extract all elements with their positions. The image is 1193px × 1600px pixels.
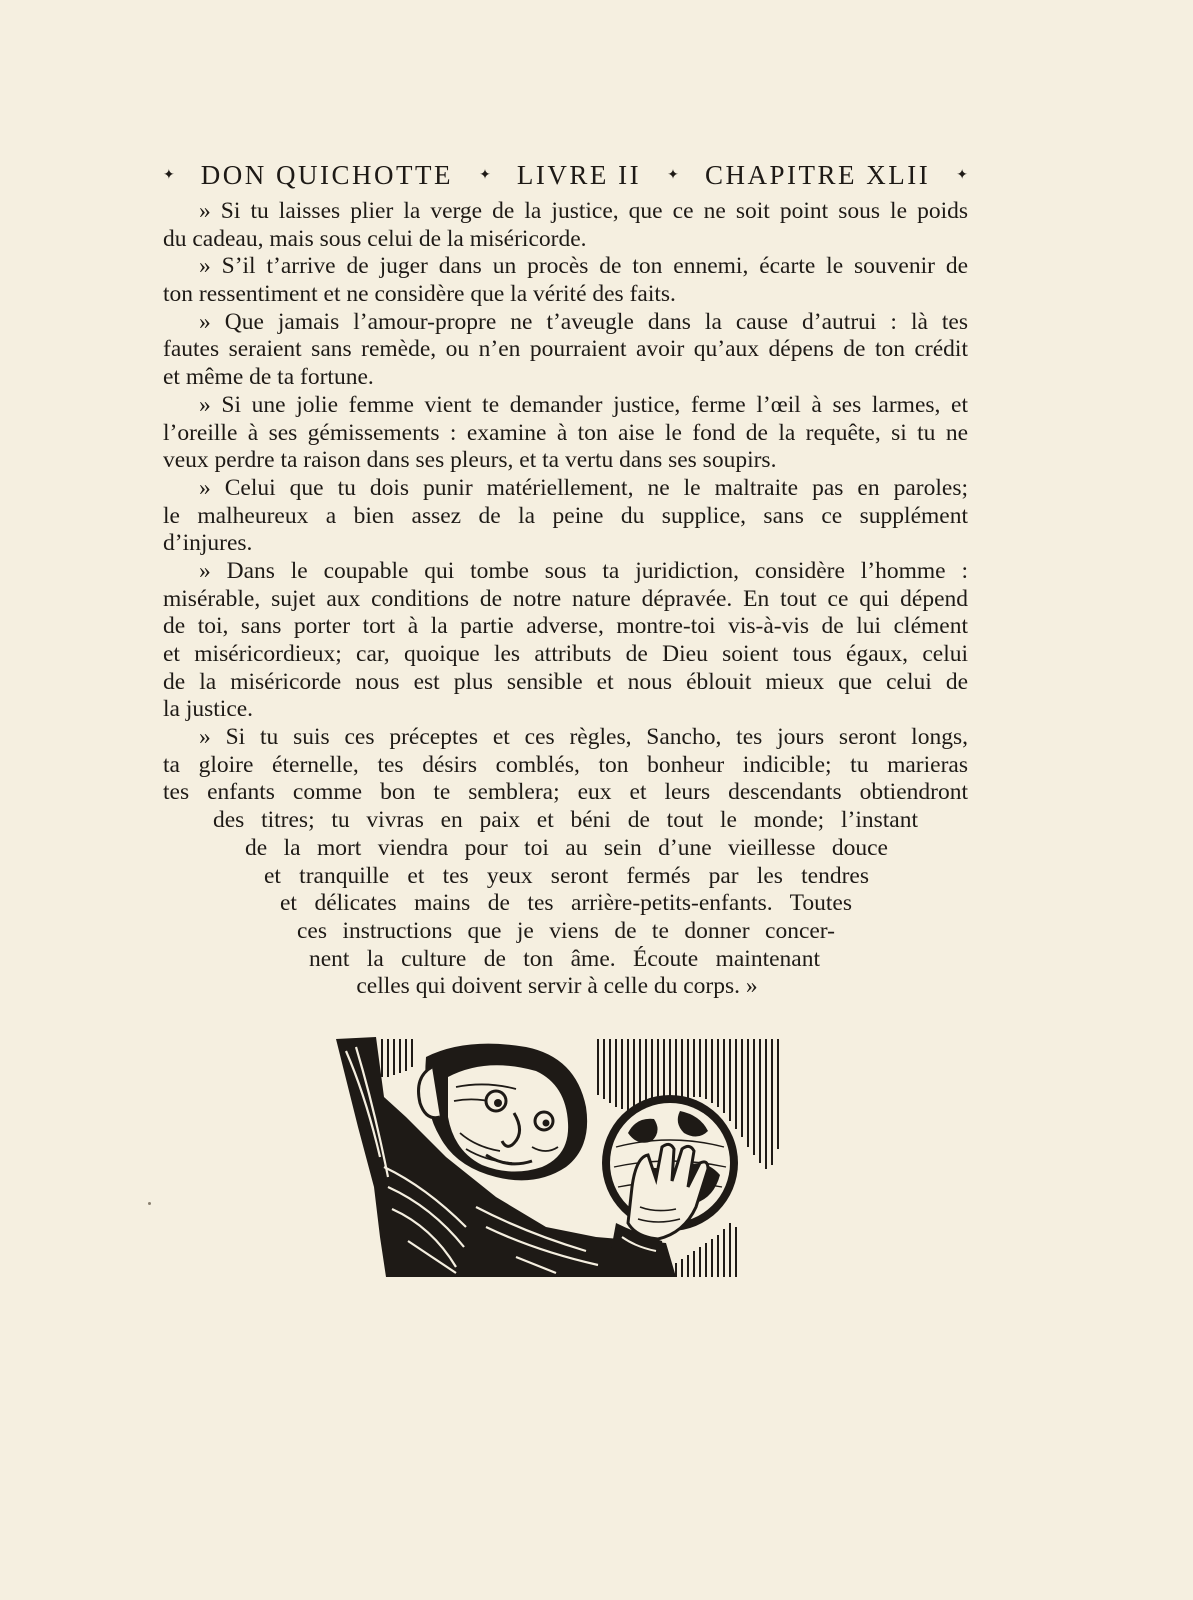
text-line: ton ressentiment et ne considère que la vérité des faits. xyxy=(163,281,676,308)
body-text xyxy=(163,198,968,1001)
header-ornament: ✦ xyxy=(163,168,175,183)
text-line: le malheureux a bien assez de la peine du supplice, sans ce supplément xyxy=(163,502,968,529)
text-line: et délicates mains de tes arrière-petits-enfants. Toutes xyxy=(280,890,852,917)
text-line: de la mort viendra pour toi au sein d’une vieillesse douce xyxy=(245,834,888,861)
text-line: ces instructions que je viens de te donner concer- xyxy=(297,917,835,944)
text-line: » Si tu laisses plier la verge de la justice, que ce ne soit point sous le poids xyxy=(199,198,968,224)
text-line: l’oreille à ses gémissements : examine à ton aise le fond de la requête, si tu ne xyxy=(163,419,968,446)
text-line: du cadeau, mais sous celui de la miséricorde. xyxy=(163,225,587,252)
text-line: nent la culture de ton âme. Écoute maintenant xyxy=(309,945,820,972)
paper-speck xyxy=(148,1202,151,1205)
running-header xyxy=(163,160,968,191)
text-line: et miséricordieux; car, quoique les attributs de Dieu soient tous égaux, celui xyxy=(163,641,968,667)
text-line: » Si tu suis ces préceptes et ces règles, Sancho, tes jours seront longs, xyxy=(199,724,968,751)
text-line: ta gloire éternelle, tes désirs comblés, ton bonheur indicible; tu marieras xyxy=(163,751,968,778)
text-line: celles qui doivent servir à celle du corps. » xyxy=(356,973,758,1000)
text-line: la justice. xyxy=(163,696,254,723)
text-line: » Dans le coupable qui tombe sous ta juridiction, considère l’homme : xyxy=(199,557,968,584)
header-ornament: ✦ xyxy=(479,168,491,183)
text-line: veux perdre ta raison dans ses pleurs, et ta vertu dans ses soupirs. xyxy=(163,447,777,474)
text-line: » Si une jolie femme vient te demander justice, ferme l’œil à ses larmes, et xyxy=(199,391,968,418)
text-line: d’injures. xyxy=(163,530,253,557)
text-line: tes enfants comme bon te semblera; eux et leurs descendants obtiendront xyxy=(163,779,968,806)
text-line: et tranquille et tes yeux seront fermés par les tendres xyxy=(264,862,869,889)
header-chapter: CHAPITRE XLII xyxy=(704,160,931,190)
text-line: misérable, sujet aux conditions de notre nature dépravée. En tout ce qui dépend xyxy=(163,585,968,612)
header-ornament: ✦ xyxy=(956,168,968,183)
text-line: » Celui que tu dois punir matériellement, ne le maltraite pas en paroles; xyxy=(199,474,968,501)
header-book-title: DON QUICHOTTE xyxy=(200,160,454,190)
header-book-number: LIVRE II xyxy=(516,160,642,190)
text-line: et même de ta fortune. xyxy=(163,364,374,391)
text-line: » Que jamais l’amour-propre ne t’aveugle dans la cause d’autrui : là tes xyxy=(199,308,968,335)
text-line: des titres; tu vivras en paix et béni de tout le monde; l’instant xyxy=(213,807,918,834)
woodcut-illustration xyxy=(336,1037,790,1281)
header-ornament: ✦ xyxy=(667,168,679,183)
text-line: de toi, sans porter tort à la partie adverse, montre-toi vis-à-vis de lui clément xyxy=(163,613,968,640)
text-line: » S’il t’arrive de juger dans un procès de ton ennemi, écarte le souvenir de xyxy=(199,253,968,280)
text-line: de la miséricorde nous est plus sensible et nous éblouit mieux que celui de xyxy=(163,668,968,695)
text-line: fautes seraient sans remède, ou n’en pourraient avoir qu’aux dépens de ton crédit xyxy=(163,336,968,363)
